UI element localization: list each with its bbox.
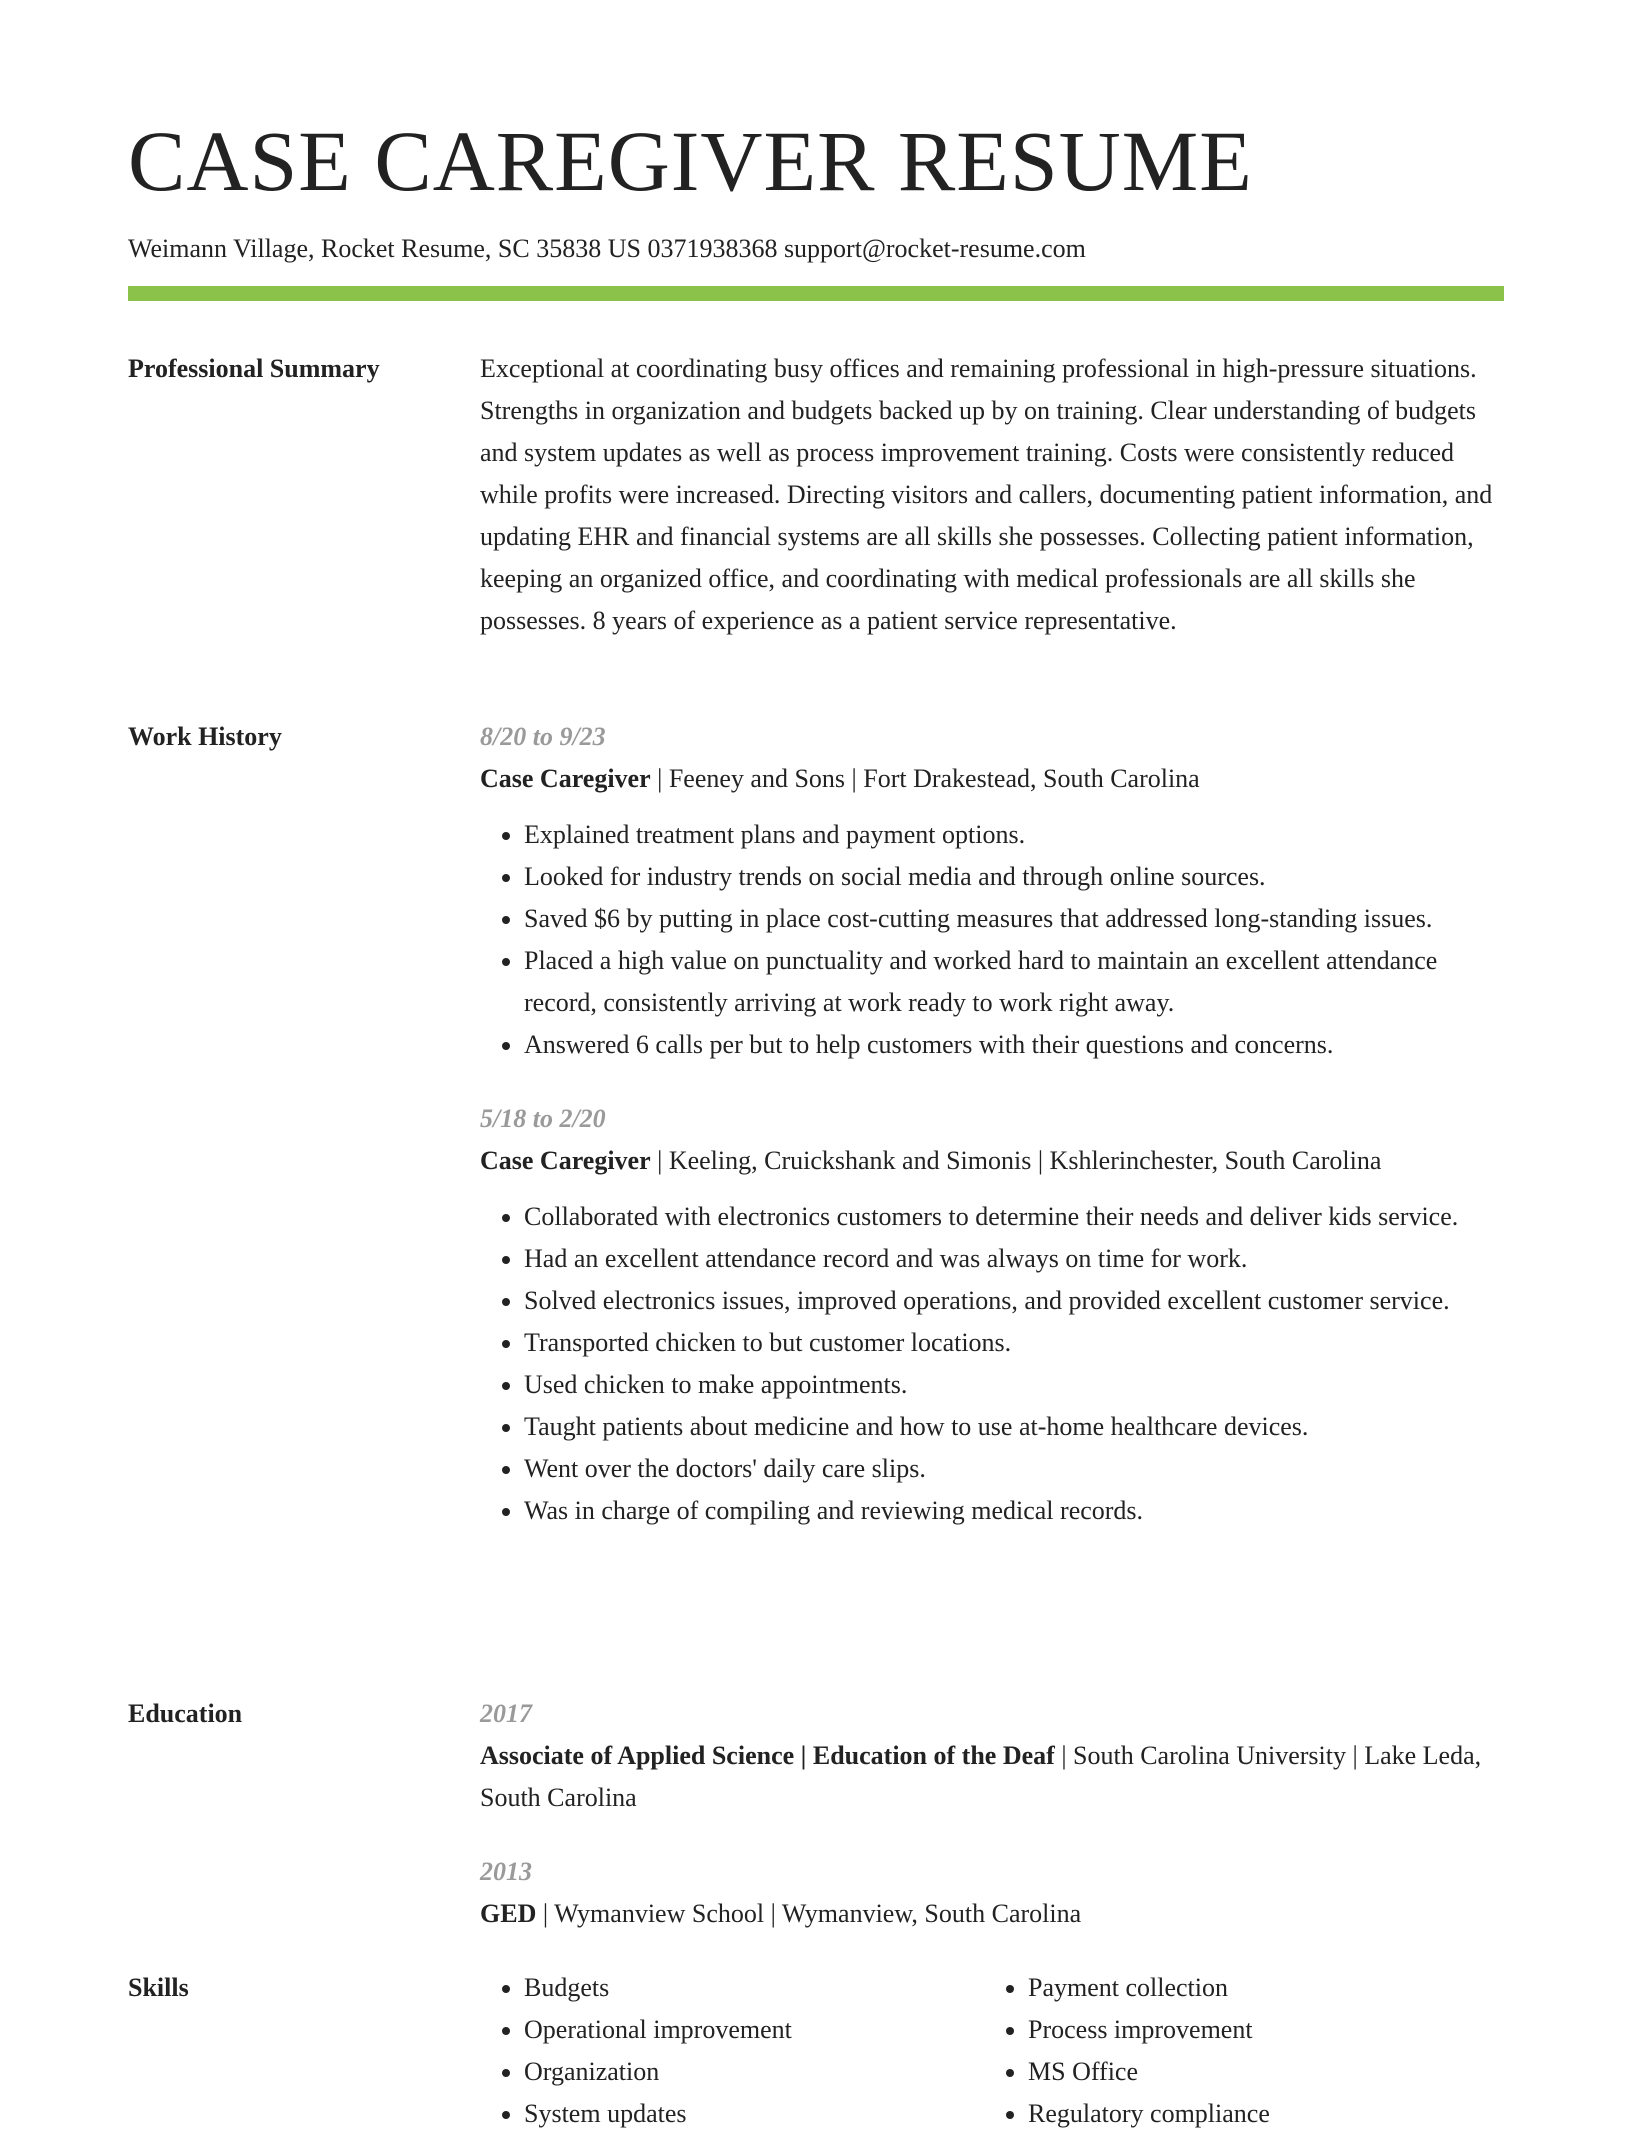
skill-item: • System updates <box>524 2093 984 2135</box>
summary-heading: Professional Summary <box>128 354 380 383</box>
contact-phone: 0371938368 <box>647 234 778 263</box>
skill-item: • Budgets <box>524 1967 984 2009</box>
job-bullets <box>480 814 1504 1066</box>
job-bullet: • Answered 6 calls per but to help customers with their questions and concerns. <box>524 1024 1504 1066</box>
skill-item: • Payment collection <box>1028 1967 1488 2009</box>
job-title: Case Caregiver <box>480 1146 651 1175</box>
skills-columns <box>480 1967 1504 2135</box>
job-entry <box>480 716 1504 1066</box>
skills-heading: Skills <box>128 1973 189 2002</box>
job-entry <box>480 1098 1504 1532</box>
skill-item: • Regulatory compliance <box>1028 2093 1488 2135</box>
job-title-line <box>480 758 1504 800</box>
skills-list-right <box>984 1967 1488 2135</box>
education-year: 2017 <box>480 1699 532 1728</box>
skill-item: • MS Office <box>1028 2051 1488 2093</box>
job-bullet: • Placed a high value on punctuality and worked hard to maintain an excellent attendance record, consistently arriving at work ready to work right away. <box>524 940 1504 1024</box>
job-details: | Feeney and Sons | Fort Drakestead, South Carolina <box>650 764 1200 793</box>
job-bullet: • Explained treatment plans and payment options. <box>524 814 1504 856</box>
education-degree: GED <box>480 1899 537 1928</box>
job-dates: 8/20 to 9/23 <box>480 722 606 751</box>
education-heading: Education <box>128 1699 243 1728</box>
resume-title: CASE CAREGIVER RESUME <box>128 113 1253 209</box>
job-bullet: • Saved $6 by putting in place cost-cutting measures that addressed long-standing issues. <box>524 898 1504 940</box>
job-title-line <box>480 1140 1504 1182</box>
education-degree: Associate of Applied Science | Education of the Deaf <box>480 1741 1055 1770</box>
job-bullet: • Went over the doctors' daily care slips. <box>524 1448 1504 1490</box>
header-divider <box>128 286 1504 301</box>
summary-text: Exceptional at coordinating busy offices and remaining professional in high-pressure situations. Strengths in organization and budgets backed up by on training. Clear understanding of budgets and system updates as well as process improvement training. Costs were consistently reduced while profits were increased. Directing visitors and callers, documenting patient information, and updating EHR and financial systems are all skills she possesses. Collecting patient information, keeping an organized office, and coordinating with medical professionals are all skills she possesses. 8 years of experience as a patient service representative. <box>480 354 1493 635</box>
job-bullets <box>480 1196 1504 1532</box>
education-year: 2013 <box>480 1857 532 1886</box>
skill-item: • Organization <box>524 2051 984 2093</box>
job-bullet: • Was in charge of compiling and reviewing medical records. <box>524 1490 1504 1532</box>
job-title: Case Caregiver <box>480 764 651 793</box>
education-line <box>480 1893 1504 1935</box>
job-bullet: • Used chicken to make appointments. <box>524 1364 1504 1406</box>
job-bullet: • Taught patients about medicine and how to use at-home healthcare devices. <box>524 1406 1504 1448</box>
contact-address: Weimann Village, Rocket Resume, SC 35838 US <box>128 234 641 263</box>
education-entry <box>480 1851 1504 1935</box>
skill-item: • Operational improvement <box>524 2009 984 2051</box>
contact-line <box>128 232 1086 266</box>
contact-email: support@rocket-resume.com <box>783 234 1086 263</box>
job-bullet: • Transported chicken to but customer locations. <box>524 1322 1504 1364</box>
work-history-heading: Work History <box>128 722 282 751</box>
job-dates: 5/18 to 2/20 <box>480 1104 606 1133</box>
job-bullet: • Looked for industry trends on social media and through online sources. <box>524 856 1504 898</box>
job-details: | Keeling, Cruickshank and Simonis | Kshlerinchester, South Carolina <box>650 1146 1382 1175</box>
education-entry <box>480 1693 1504 1819</box>
education-details: | South Carolina University | Lake Leda, South Carolina <box>480 1741 1482 1812</box>
education-details: | Wymanview School | Wymanview, South Carolina <box>536 1899 1082 1928</box>
skill-item: • Process improvement <box>1028 2009 1488 2051</box>
job-bullet: • Had an excellent attendance record and was always on time for work. <box>524 1238 1504 1280</box>
education-line <box>480 1735 1504 1819</box>
job-bullet: • Solved electronics issues, improved operations, and provided excellent customer service. <box>524 1280 1504 1322</box>
job-bullet: • Collaborated with electronics customers to determine their needs and deliver kids service. <box>524 1196 1504 1238</box>
skills-list-left <box>480 1967 984 2135</box>
